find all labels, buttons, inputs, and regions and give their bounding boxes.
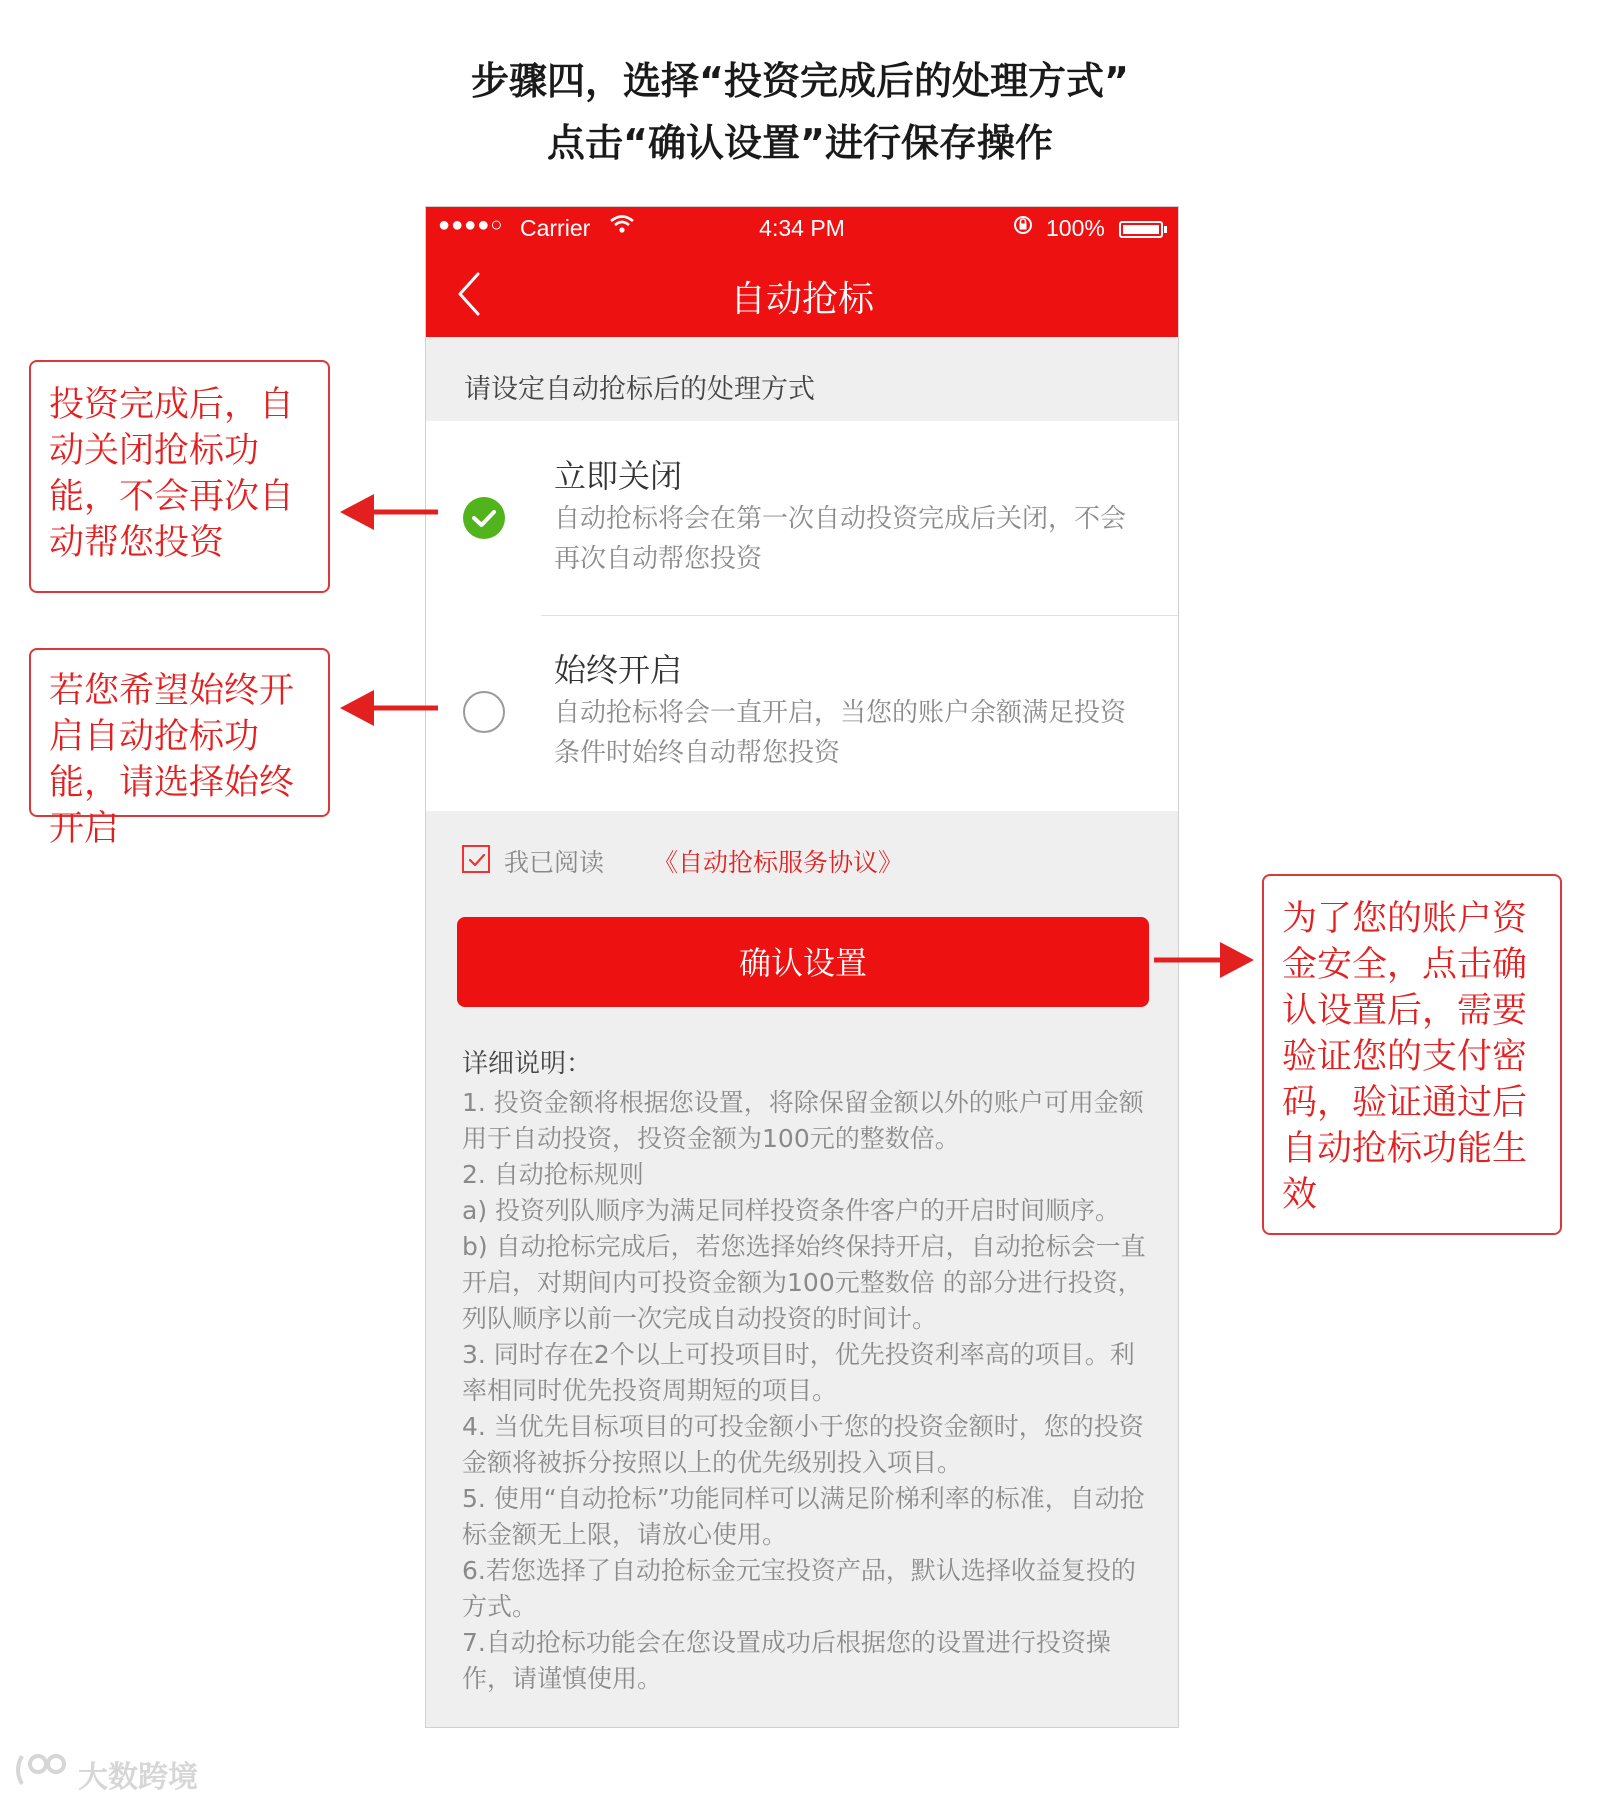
details-item: a) 投资列队顺序为满足同样投资条件客户的开启时间顺序。 <box>462 1196 1121 1225</box>
page-heading-line-1: 步骤四，选择“投资完成后的处理方式” <box>471 59 1129 103</box>
details-title: 详细说明： <box>462 1049 593 1079</box>
details-item: 3. 同时存在2个以上可投项目时，优先投资利率高的项目。利率相同时优先投资周期短的项目。 <box>462 1340 1135 1405</box>
battery-percent: 100% <box>1046 215 1105 241</box>
carrier-label: Carrier <box>520 215 591 241</box>
option-title: 立即关闭 <box>554 457 683 495</box>
radio-checked-icon[interactable] <box>463 497 505 539</box>
option-close-immediately[interactable] <box>426 421 1178 616</box>
details-item: 4. 当优先目标项目的可投金额小于您的投资金额时，您的投资金额将被拆分按照以上的优先级别投入项目。 <box>462 1412 1144 1477</box>
details-item: b) 自动抢标完成后，若您选择始终保持开启，自动抢标会一直开启，对期间内可投资金额为100元整数倍 的部分进行投资，列队顺序以前一次完成自动投资的时间计。 <box>462 1232 1146 1333</box>
option-list <box>426 421 1178 811</box>
rotation-lock-icon <box>1011 213 1035 243</box>
phone-screen <box>425 206 1179 1728</box>
arrow-left-icon <box>338 686 442 730</box>
callout-always-on: 若您希望始终开启自动抢标功能，请选择始终开启 <box>29 648 330 817</box>
option-always-on[interactable] <box>426 615 1178 810</box>
details-item: 1. 投资金额将根据您设置，将除保留金额以外的账户可用金额用于自动投资，投资金额为100元的整数倍。 <box>462 1088 1144 1153</box>
callout-confirm: 为了您的账户资金安全，点击确认设置后，需要验证您的支付密码，验证通过后自动抢标功能生效 <box>1262 874 1562 1235</box>
callout-close-immediately: 投资完成后，自动关闭抢标功能，不会再次自动帮您投资 <box>29 360 330 593</box>
battery-icon <box>1119 221 1163 238</box>
navigation-bar <box>426 251 1178 337</box>
section-label: 请设定自动抢标后的处理方式 <box>464 374 815 405</box>
details-list <box>462 1085 1152 1697</box>
confirm-settings-button[interactable]: 确认设置 <box>457 917 1149 1007</box>
checkbox-checked-icon[interactable] <box>462 845 490 873</box>
details-item: 7.自动抢标功能会在您设置成功后根据您的设置进行投资操作，请谨慎使用。 <box>462 1628 1111 1693</box>
option-description: 自动抢标将会在第一次自动投资完成后关闭，不会再次自动帮您投资 <box>554 504 1127 574</box>
watermark-logo-icon <box>12 1750 72 1790</box>
arrow-right-icon <box>1152 938 1256 982</box>
details-item: 6.若您选择了自动抢标金元宝投资产品，默认选择收益复投的方式。 <box>462 1556 1136 1621</box>
option-description: 自动抢标将会一直开启，当您的账户余额满足投资条件时始终自动帮您投资 <box>554 698 1127 768</box>
page-heading-line-2: 点击“确认设置”进行保存操作 <box>547 121 1053 165</box>
status-bar <box>426 207 1178 251</box>
watermark-text: 大数跨境 <box>78 1760 198 1795</box>
details-item: 5. 使用“自动抢标”功能同样可以满足阶梯利率的标准，自动抢标金额无上限，请放心使用。 <box>462 1484 1145 1549</box>
status-time: 4:34 PM <box>759 215 845 241</box>
option-title: 始终开启 <box>554 651 683 689</box>
signal-strength: ●●●●○ <box>438 214 504 236</box>
radio-unchecked-icon[interactable] <box>463 691 505 733</box>
arrow-left-icon <box>338 490 442 534</box>
nav-title: 自动抢标 <box>729 279 874 320</box>
details-item: 2. 自动抢标规则 <box>462 1160 644 1189</box>
agreement-label: 我已阅读 <box>504 848 605 877</box>
agreement-link[interactable]: 《自动抢标服务协议》 <box>653 848 904 877</box>
